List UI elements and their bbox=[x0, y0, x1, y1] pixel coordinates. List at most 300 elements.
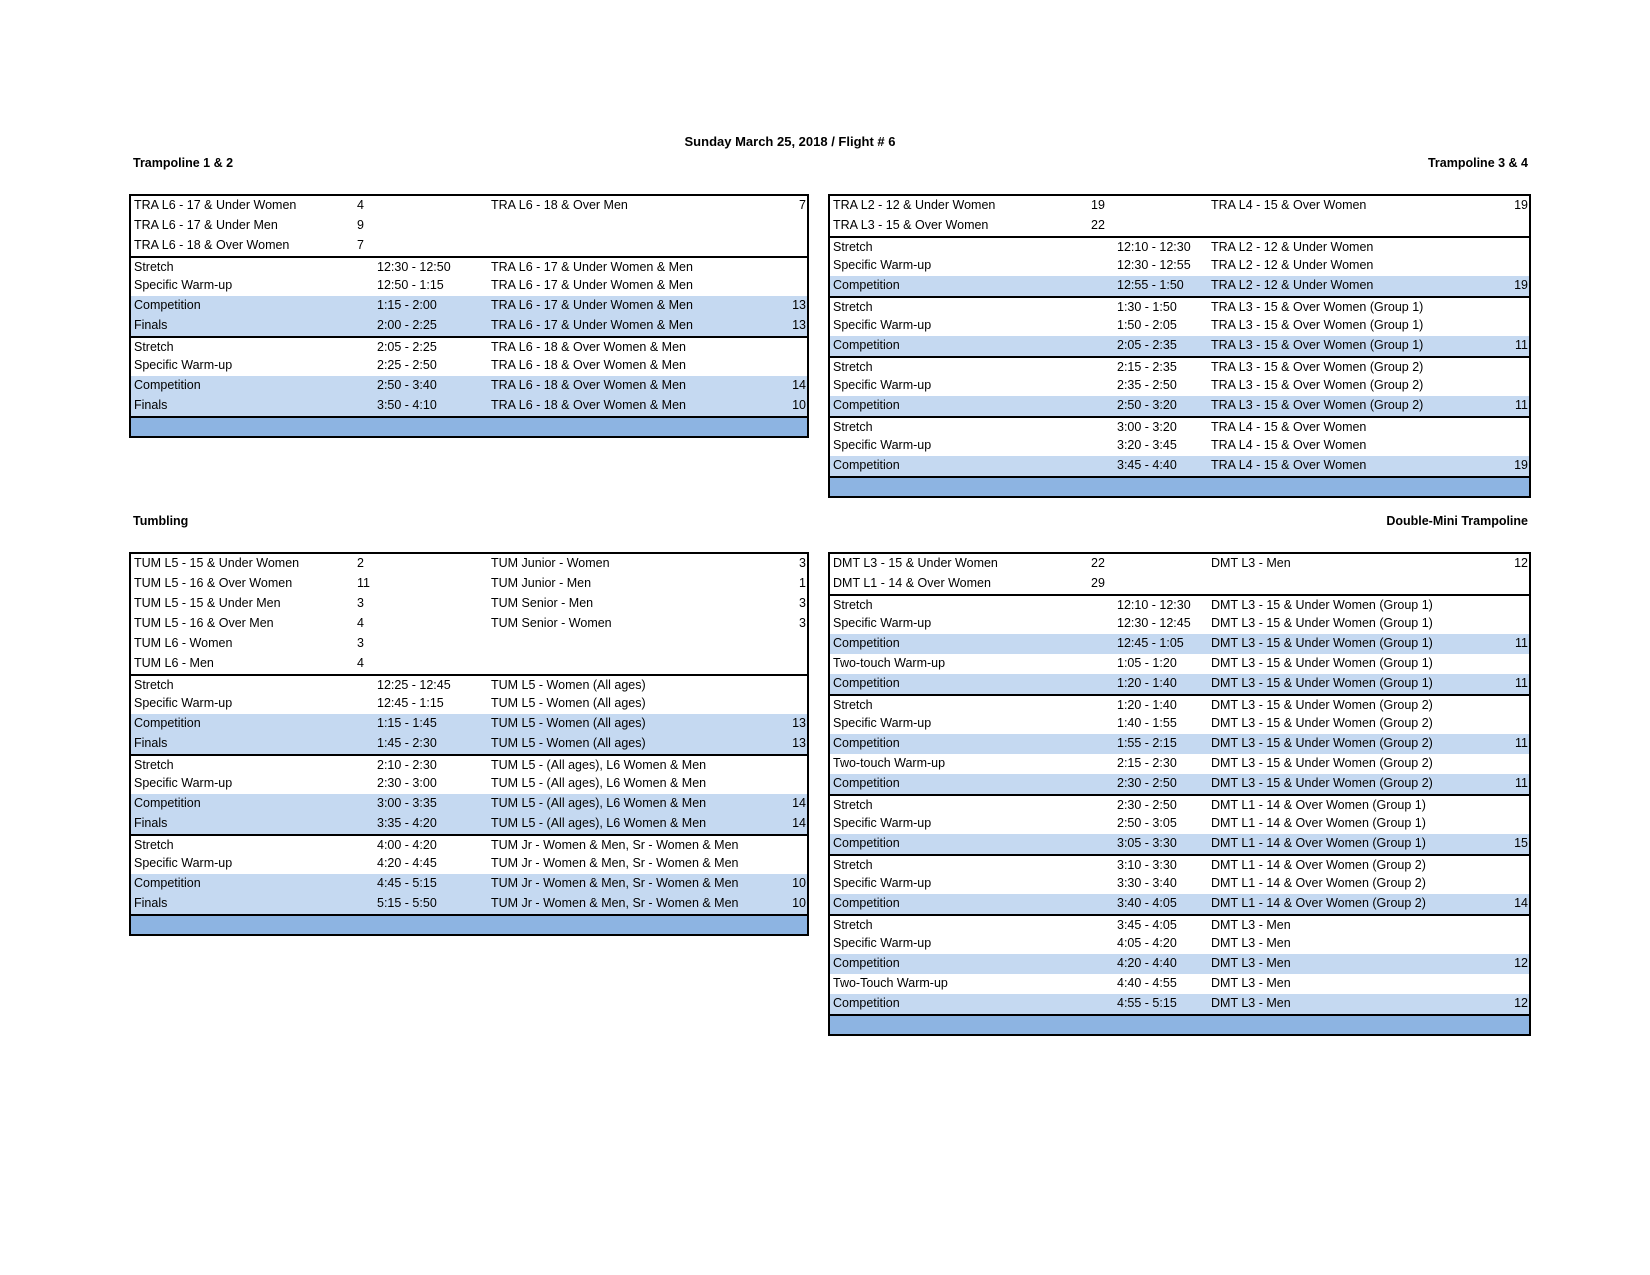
session-time: 1:15 - 2:00 bbox=[377, 298, 437, 312]
schedule-row bbox=[830, 654, 1529, 674]
event-name: TRA L2 - 12 & Under Women bbox=[833, 198, 996, 212]
session-group: TRA L3 - 15 & Over Women (Group 2) bbox=[1211, 378, 1424, 392]
session-label: Competition bbox=[833, 676, 900, 690]
event-name: TRA L6 - 18 & Over Men bbox=[491, 198, 628, 212]
schedule-row bbox=[830, 974, 1529, 994]
schedule-row bbox=[131, 356, 807, 376]
event-name: TUM L5 - 16 & Over Women bbox=[134, 576, 293, 590]
schedule-row bbox=[131, 854, 807, 874]
session-group: TUM L5 - (All ages), L6 Women & Men bbox=[491, 796, 707, 810]
schedule-row bbox=[830, 634, 1529, 654]
event-count: 3 bbox=[799, 556, 806, 570]
session-time: 2:15 - 2:35 bbox=[1117, 360, 1177, 374]
summary-row bbox=[131, 554, 807, 574]
athlete-count: 10 bbox=[792, 896, 806, 910]
session-time: 2:50 - 3:20 bbox=[1117, 398, 1177, 412]
session-time: 12:10 - 12:30 bbox=[1117, 598, 1191, 612]
session-group: TRA L4 - 15 & Over Women bbox=[1211, 438, 1367, 452]
session-time: 1:30 - 1:50 bbox=[1117, 300, 1177, 314]
table-double-mini-trampoline bbox=[828, 552, 1531, 1036]
event-name: TUM L5 - 15 & Under Women bbox=[134, 556, 300, 570]
session-group: DMT L1 - 14 & Over Women (Group 2) bbox=[1211, 896, 1426, 910]
schedule-row bbox=[131, 754, 807, 774]
summary-row bbox=[131, 236, 807, 256]
section-title-tumbling: Tumbling bbox=[133, 514, 189, 528]
schedule-row bbox=[131, 814, 807, 834]
event-count: 22 bbox=[1091, 218, 1105, 232]
table-trampoline-3-4 bbox=[828, 194, 1531, 498]
session-label: Stretch bbox=[134, 678, 174, 692]
session-label: Specific Warm-up bbox=[134, 856, 233, 870]
session-label: Competition bbox=[833, 836, 900, 850]
session-group: DMT L3 - Men bbox=[1211, 936, 1291, 950]
session-label: Stretch bbox=[833, 240, 873, 254]
event-count: 11 bbox=[357, 576, 370, 590]
event-name: DMT L3 - 15 & Under Women bbox=[833, 556, 998, 570]
session-time: 12:30 - 12:45 bbox=[1117, 616, 1191, 630]
session-time: 4:20 - 4:45 bbox=[377, 856, 437, 870]
table-tumbling bbox=[129, 552, 809, 936]
session-group: TUM Jr - Women & Men, Sr - Women & Men bbox=[491, 838, 739, 852]
session-time: 12:45 - 1:15 bbox=[377, 696, 444, 710]
schedule-row bbox=[830, 774, 1529, 794]
session-time: 4:55 - 5:15 bbox=[1117, 996, 1177, 1010]
session-group: TRA L6 - 18 & Over Women & Men bbox=[491, 340, 686, 354]
session-label: Stretch bbox=[833, 918, 873, 932]
session-time: 1:55 - 2:15 bbox=[1117, 736, 1177, 750]
schedule-row bbox=[131, 894, 807, 914]
schedule-row bbox=[830, 256, 1529, 276]
event-count: 19 bbox=[1514, 198, 1528, 212]
session-label: Competition bbox=[833, 278, 900, 292]
schedule-row bbox=[830, 994, 1529, 1014]
session-time: 1:50 - 2:05 bbox=[1117, 318, 1177, 332]
summary-row bbox=[830, 216, 1529, 236]
session-time: 3:45 - 4:05 bbox=[1117, 918, 1177, 932]
athlete-count: 14 bbox=[792, 816, 806, 830]
session-label: Stretch bbox=[833, 858, 873, 872]
session-label: Specific Warm-up bbox=[833, 716, 932, 730]
session-group: DMT L3 - Men bbox=[1211, 956, 1291, 970]
event-count: 4 bbox=[357, 656, 364, 670]
session-time: 1:20 - 1:40 bbox=[1117, 698, 1177, 712]
summary-row bbox=[830, 196, 1529, 216]
schedule-row bbox=[131, 694, 807, 714]
schedule-row bbox=[830, 316, 1529, 336]
session-label: Finals bbox=[134, 736, 168, 750]
session-time: 12:30 - 12:50 bbox=[377, 260, 451, 274]
session-label: Two-touch Warm-up bbox=[833, 656, 946, 670]
session-group: DMT L3 - Men bbox=[1211, 918, 1291, 932]
athlete-count: 11 bbox=[1515, 736, 1528, 750]
session-time: 12:25 - 12:45 bbox=[377, 678, 451, 692]
session-time: 3:50 - 4:10 bbox=[377, 398, 437, 412]
schedule-row bbox=[830, 236, 1529, 256]
session-group: DMT L3 - 15 & Under Women (Group 1) bbox=[1211, 616, 1433, 630]
session-group: TRA L6 - 17 & Under Women & Men bbox=[491, 318, 693, 332]
event-name: TUM L5 - 15 & Under Men bbox=[134, 596, 281, 610]
session-group: TRA L3 - 15 & Over Women (Group 2) bbox=[1211, 398, 1424, 412]
section-title-trampoline-1-2: Trampoline 1 & 2 bbox=[133, 156, 234, 170]
event-name: TUM Junior - Men bbox=[491, 576, 592, 590]
session-group: DMT L3 - 15 & Under Women (Group 2) bbox=[1211, 756, 1433, 770]
session-label: Two-Touch Warm-up bbox=[833, 976, 948, 990]
session-time: 3:00 - 3:35 bbox=[377, 796, 437, 810]
schedule-row bbox=[830, 436, 1529, 456]
athlete-count: 11 bbox=[1515, 676, 1528, 690]
athlete-count: 14 bbox=[792, 378, 806, 392]
event-name: TUM Senior - Women bbox=[491, 616, 612, 630]
athlete-count: 14 bbox=[792, 796, 806, 810]
event-count: 4 bbox=[357, 616, 364, 630]
session-time: 2:35 - 2:50 bbox=[1117, 378, 1177, 392]
schedule-row bbox=[830, 894, 1529, 914]
session-group: TRA L6 - 18 & Over Women & Men bbox=[491, 398, 686, 412]
session-group: TRA L3 - 15 & Over Women (Group 2) bbox=[1211, 360, 1424, 374]
session-time: 1:15 - 1:45 bbox=[377, 716, 437, 730]
schedule-row bbox=[830, 874, 1529, 894]
session-label: Finals bbox=[134, 816, 168, 830]
session-group: TRA L4 - 15 & Over Women bbox=[1211, 420, 1367, 434]
session-group: DMT L3 - 15 & Under Women (Group 1) bbox=[1211, 598, 1433, 612]
session-label: Specific Warm-up bbox=[833, 318, 932, 332]
session-group: DMT L3 - 15 & Under Women (Group 1) bbox=[1211, 636, 1433, 650]
session-time: 2:05 - 2:35 bbox=[1117, 338, 1177, 352]
session-group: TRA L4 - 15 & Over Women bbox=[1211, 458, 1367, 472]
table-footer-bar bbox=[830, 1014, 1529, 1034]
session-label: Competition bbox=[833, 458, 900, 472]
schedule-row bbox=[830, 854, 1529, 874]
session-label: Stretch bbox=[134, 260, 174, 274]
session-group: TUM L5 - Women (All ages) bbox=[491, 696, 646, 710]
event-count: 7 bbox=[799, 198, 806, 212]
event-count: 9 bbox=[357, 218, 364, 232]
session-time: 1:20 - 1:40 bbox=[1117, 676, 1177, 690]
event-count: 12 bbox=[1514, 556, 1528, 570]
summary-row bbox=[131, 216, 807, 236]
session-group: TUM L5 - (All ages), L6 Women & Men bbox=[491, 816, 707, 830]
session-group: DMT L3 - 15 & Under Women (Group 2) bbox=[1211, 716, 1433, 730]
event-name: TUM L6 - Men bbox=[134, 656, 214, 670]
page-title: Sunday March 25, 2018 / Flight # 6 bbox=[684, 134, 896, 149]
session-time: 4:45 - 5:15 bbox=[377, 876, 437, 890]
event-name: TRA L6 - 18 & Over Women bbox=[134, 238, 290, 252]
session-label: Stretch bbox=[833, 798, 873, 812]
session-label: Specific Warm-up bbox=[833, 816, 932, 830]
athlete-count: 13 bbox=[792, 318, 806, 332]
session-time: 12:55 - 1:50 bbox=[1117, 278, 1184, 292]
schedule-row bbox=[830, 396, 1529, 416]
event-count: 29 bbox=[1091, 576, 1105, 590]
schedule-row bbox=[830, 296, 1529, 316]
athlete-count: 13 bbox=[792, 736, 806, 750]
session-time: 2:25 - 2:50 bbox=[377, 358, 437, 372]
session-time: 2:00 - 2:25 bbox=[377, 318, 437, 332]
athlete-count: 13 bbox=[792, 716, 806, 730]
session-time: 3:00 - 3:20 bbox=[1117, 420, 1177, 434]
event-count: 3 bbox=[357, 636, 364, 650]
session-group: TRA L6 - 18 & Over Women & Men bbox=[491, 378, 686, 392]
session-group: TRA L2 - 12 & Under Women bbox=[1211, 240, 1374, 254]
schedule-row bbox=[131, 674, 807, 694]
session-label: Specific Warm-up bbox=[134, 358, 233, 372]
schedule-row bbox=[830, 834, 1529, 854]
session-time: 4:00 - 4:20 bbox=[377, 838, 437, 852]
session-group: TRA L3 - 15 & Over Women (Group 1) bbox=[1211, 300, 1424, 314]
session-label: Specific Warm-up bbox=[833, 936, 932, 950]
session-time: 3:45 - 4:40 bbox=[1117, 458, 1177, 472]
session-group: DMT L3 - Men bbox=[1211, 976, 1291, 990]
event-name: TUM L5 - 16 & Over Men bbox=[134, 616, 274, 630]
schedule-row bbox=[131, 396, 807, 416]
athlete-count: 11 bbox=[1515, 636, 1528, 650]
session-label: Competition bbox=[134, 716, 201, 730]
schedule-row bbox=[830, 954, 1529, 974]
schedule-row bbox=[131, 276, 807, 296]
schedule-row bbox=[830, 914, 1529, 934]
athlete-count: 14 bbox=[1514, 896, 1528, 910]
session-group: TRA L6 - 17 & Under Women & Men bbox=[491, 260, 693, 274]
session-group: DMT L1 - 14 & Over Women (Group 1) bbox=[1211, 836, 1426, 850]
table-footer-bar bbox=[131, 914, 807, 934]
schedule-row bbox=[830, 754, 1529, 774]
session-group: TUM L5 - (All ages), L6 Women & Men bbox=[491, 758, 707, 772]
session-time: 1:40 - 1:55 bbox=[1117, 716, 1177, 730]
athlete-count: 13 bbox=[792, 298, 806, 312]
athlete-count: 10 bbox=[792, 876, 806, 890]
schedule-row bbox=[131, 774, 807, 794]
session-label: Stretch bbox=[833, 360, 873, 374]
schedule-row bbox=[830, 694, 1529, 714]
session-label: Stretch bbox=[833, 300, 873, 314]
session-label: Specific Warm-up bbox=[134, 696, 233, 710]
session-time: 4:05 - 4:20 bbox=[1117, 936, 1177, 950]
athlete-count: 11 bbox=[1515, 776, 1528, 790]
session-time: 2:50 - 3:05 bbox=[1117, 816, 1177, 830]
schedule-row bbox=[830, 336, 1529, 356]
schedule-row bbox=[131, 874, 807, 894]
session-time: 1:45 - 2:30 bbox=[377, 736, 437, 750]
athlete-count: 11 bbox=[1515, 338, 1528, 352]
summary-row bbox=[131, 574, 807, 594]
summary-row bbox=[131, 594, 807, 614]
schedule-row bbox=[830, 674, 1529, 694]
schedule-row bbox=[830, 714, 1529, 734]
session-label: Finals bbox=[134, 896, 168, 910]
session-group: DMT L3 - 15 & Under Women (Group 1) bbox=[1211, 656, 1433, 670]
session-group: TUM L5 - Women (All ages) bbox=[491, 716, 646, 730]
session-group: DMT L3 - 15 & Under Women (Group 2) bbox=[1211, 698, 1433, 712]
session-group: DMT L1 - 14 & Over Women (Group 2) bbox=[1211, 876, 1426, 890]
session-group: TUM L5 - Women (All ages) bbox=[491, 736, 646, 750]
athlete-count: 11 bbox=[1515, 398, 1528, 412]
event-count: 2 bbox=[357, 556, 364, 570]
session-label: Competition bbox=[833, 776, 900, 790]
event-name: DMT L1 - 14 & Over Women bbox=[833, 576, 991, 590]
session-group: TRA L6 - 17 & Under Women & Men bbox=[491, 278, 693, 292]
session-group: TRA L6 - 18 & Over Women & Men bbox=[491, 358, 686, 372]
schedule-row bbox=[131, 336, 807, 356]
session-time: 5:15 - 5:50 bbox=[377, 896, 437, 910]
event-name: TRA L3 - 15 & Over Women bbox=[833, 218, 989, 232]
schedule-row bbox=[131, 794, 807, 814]
event-count: 4 bbox=[357, 198, 364, 212]
event-count: 7 bbox=[357, 238, 364, 252]
event-name: TUM Senior - Men bbox=[491, 596, 594, 610]
event-count: 1 bbox=[799, 576, 806, 590]
session-label: Competition bbox=[134, 796, 201, 810]
session-group: DMT L3 - 15 & Under Women (Group 2) bbox=[1211, 776, 1433, 790]
session-time: 2:50 - 3:40 bbox=[377, 378, 437, 392]
session-group: DMT L3 - Men bbox=[1211, 996, 1291, 1010]
athlete-count: 12 bbox=[1514, 956, 1528, 970]
session-label: Finals bbox=[134, 398, 168, 412]
session-group: DMT L3 - 15 & Under Women (Group 2) bbox=[1211, 736, 1433, 750]
section-title-trampoline-3-4: Trampoline 3 & 4 bbox=[1427, 156, 1528, 170]
summary-row bbox=[131, 196, 807, 216]
session-group: TRA L3 - 15 & Over Women (Group 1) bbox=[1211, 318, 1424, 332]
section-title-double-mini: Double-Mini Trampoline bbox=[1386, 514, 1528, 528]
session-label: Competition bbox=[833, 338, 900, 352]
session-time: 12:10 - 12:30 bbox=[1117, 240, 1191, 254]
session-time: 3:30 - 3:40 bbox=[1117, 876, 1177, 890]
session-label: Competition bbox=[134, 298, 201, 312]
schedule-row bbox=[830, 934, 1529, 954]
session-label: Stretch bbox=[134, 838, 174, 852]
schedule-row bbox=[131, 256, 807, 276]
athlete-count: 15 bbox=[1514, 836, 1528, 850]
session-time: 3:35 - 4:20 bbox=[377, 816, 437, 830]
schedule-row bbox=[830, 376, 1529, 396]
session-time: 3:05 - 3:30 bbox=[1117, 836, 1177, 850]
schedule-row bbox=[830, 416, 1529, 436]
athlete-count: 12 bbox=[1514, 996, 1528, 1010]
athlete-count: 19 bbox=[1514, 278, 1528, 292]
session-label: Finals bbox=[134, 318, 168, 332]
event-name: TRA L6 - 17 & Under Women bbox=[134, 198, 297, 212]
session-group: TRA L2 - 12 & Under Women bbox=[1211, 278, 1374, 292]
table-trampoline-1-2 bbox=[129, 194, 809, 438]
session-group: TUM Jr - Women & Men, Sr - Women & Men bbox=[491, 856, 739, 870]
event-name: TUM L6 - Women bbox=[134, 636, 233, 650]
session-time: 3:40 - 4:05 bbox=[1117, 896, 1177, 910]
session-label: Specific Warm-up bbox=[833, 876, 932, 890]
schedule-row bbox=[830, 614, 1529, 634]
session-label: Specific Warm-up bbox=[833, 378, 932, 392]
event-name: TRA L6 - 17 & Under Men bbox=[134, 218, 278, 232]
session-label: Competition bbox=[833, 636, 900, 650]
session-group: TUM L5 - Women (All ages) bbox=[491, 678, 646, 692]
session-time: 2:30 - 3:00 bbox=[377, 776, 437, 790]
session-label: Stretch bbox=[833, 698, 873, 712]
session-time: 4:20 - 4:40 bbox=[1117, 956, 1177, 970]
session-label: Two-touch Warm-up bbox=[833, 756, 946, 770]
athlete-count: 10 bbox=[792, 398, 806, 412]
session-group: TUM L5 - (All ages), L6 Women & Men bbox=[491, 776, 707, 790]
summary-row bbox=[131, 634, 807, 654]
session-group: DMT L3 - 15 & Under Women (Group 1) bbox=[1211, 676, 1433, 690]
summary-row bbox=[131, 654, 807, 674]
event-name: TUM Junior - Women bbox=[491, 556, 610, 570]
session-label: Stretch bbox=[833, 598, 873, 612]
schedule-row bbox=[131, 296, 807, 316]
session-group: DMT L1 - 14 & Over Women (Group 2) bbox=[1211, 858, 1426, 872]
schedule-row bbox=[131, 734, 807, 754]
session-time: 2:30 - 2:50 bbox=[1117, 776, 1177, 790]
session-group: TRA L3 - 15 & Over Women (Group 1) bbox=[1211, 338, 1424, 352]
event-count: 3 bbox=[357, 596, 364, 610]
session-label: Specific Warm-up bbox=[833, 438, 932, 452]
schedule-row bbox=[131, 376, 807, 396]
session-group: DMT L1 - 14 & Over Women (Group 1) bbox=[1211, 816, 1426, 830]
session-label: Competition bbox=[833, 398, 900, 412]
session-group: TRA L6 - 17 & Under Women & Men bbox=[491, 298, 693, 312]
schedule-row bbox=[131, 714, 807, 734]
session-group: TUM Jr - Women & Men, Sr - Women & Men bbox=[491, 896, 739, 910]
session-label: Specific Warm-up bbox=[134, 776, 233, 790]
session-time: 2:10 - 2:30 bbox=[377, 758, 437, 772]
session-group: DMT L1 - 14 & Over Women (Group 1) bbox=[1211, 798, 1426, 812]
schedule-row bbox=[830, 594, 1529, 614]
schedule-row bbox=[830, 814, 1529, 834]
session-label: Competition bbox=[134, 876, 201, 890]
session-time: 12:30 - 12:55 bbox=[1117, 258, 1191, 272]
schedule-row bbox=[830, 356, 1529, 376]
event-count: 3 bbox=[799, 616, 806, 630]
session-label: Stretch bbox=[134, 758, 174, 772]
summary-row bbox=[131, 614, 807, 634]
session-label: Competition bbox=[833, 996, 900, 1010]
schedule-row bbox=[131, 834, 807, 854]
schedule-row bbox=[830, 734, 1529, 754]
schedule-row bbox=[830, 794, 1529, 814]
session-time: 12:50 - 1:15 bbox=[377, 278, 444, 292]
event-count: 19 bbox=[1091, 198, 1105, 212]
event-count: 3 bbox=[799, 596, 806, 610]
session-label: Competition bbox=[833, 736, 900, 750]
table-footer-bar bbox=[131, 416, 807, 436]
schedule-row bbox=[131, 316, 807, 336]
summary-row bbox=[830, 554, 1529, 574]
session-time: 3:10 - 3:30 bbox=[1117, 858, 1177, 872]
session-label: Specific Warm-up bbox=[833, 258, 932, 272]
session-label: Competition bbox=[134, 378, 201, 392]
table-footer-bar bbox=[830, 476, 1529, 496]
session-time: 4:40 - 4:55 bbox=[1117, 976, 1177, 990]
session-time: 2:30 - 2:50 bbox=[1117, 798, 1177, 812]
session-time: 2:15 - 2:30 bbox=[1117, 756, 1177, 770]
session-label: Competition bbox=[833, 896, 900, 910]
schedule-row bbox=[830, 276, 1529, 296]
session-label: Specific Warm-up bbox=[833, 616, 932, 630]
session-label: Competition bbox=[833, 956, 900, 970]
event-name: TRA L4 - 15 & Over Women bbox=[1211, 198, 1367, 212]
session-time: 2:05 - 2:25 bbox=[377, 340, 437, 354]
session-time: 1:05 - 1:20 bbox=[1117, 656, 1177, 670]
session-time: 3:20 - 3:45 bbox=[1117, 438, 1177, 452]
session-label: Specific Warm-up bbox=[134, 278, 233, 292]
session-group: TUM Jr - Women & Men, Sr - Women & Men bbox=[491, 876, 739, 890]
session-label: Stretch bbox=[134, 340, 174, 354]
session-time: 12:45 - 1:05 bbox=[1117, 636, 1184, 650]
session-label: Stretch bbox=[833, 420, 873, 434]
event-count: 22 bbox=[1091, 556, 1105, 570]
summary-row bbox=[830, 574, 1529, 594]
event-name: DMT L3 - Men bbox=[1211, 556, 1291, 570]
athlete-count: 19 bbox=[1514, 458, 1528, 472]
session-group: TRA L2 - 12 & Under Women bbox=[1211, 258, 1374, 272]
schedule-row bbox=[830, 456, 1529, 476]
